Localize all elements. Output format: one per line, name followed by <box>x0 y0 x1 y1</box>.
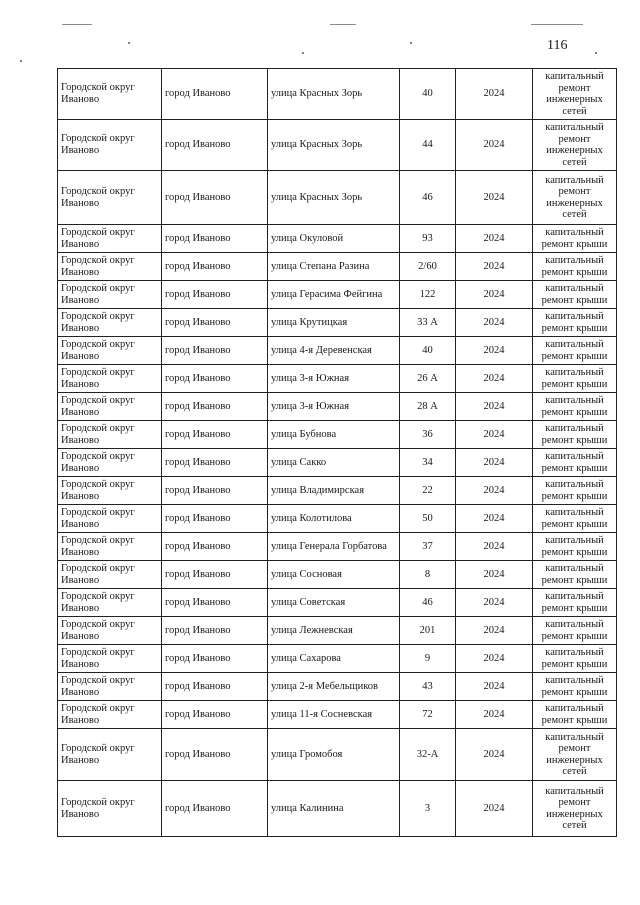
table-row <box>58 309 617 337</box>
city-cell: город Иваново <box>162 589 268 617</box>
house-number-cell: 28 А <box>400 393 456 421</box>
district-cell: Городской округ Иваново <box>58 449 162 477</box>
district-cell: Городской округ Иваново <box>58 701 162 729</box>
street-cell: улица Крутицкая <box>268 309 400 337</box>
district-cell: Городской округ Иваново <box>58 781 162 837</box>
house-number-cell: 26 А <box>400 365 456 393</box>
house-number-cell: 93 <box>400 225 456 253</box>
district-cell: Городской округ Иваново <box>58 337 162 365</box>
table-row <box>58 781 617 837</box>
year-cell: 2024 <box>456 589 533 617</box>
street-cell: улица 4-я Деревенская <box>268 337 400 365</box>
city-cell: город Иваново <box>162 281 268 309</box>
district-cell: Городской округ Иваново <box>58 171 162 225</box>
street-cell: улица Колотилова <box>268 505 400 533</box>
year-cell: 2024 <box>456 729 533 781</box>
work-type-cell: капитальный ремонт крыши <box>533 589 617 617</box>
street-cell: улица 11-я Сосневская <box>268 701 400 729</box>
street-cell: улица Бубнова <box>268 421 400 449</box>
district-cell: Городской округ Иваново <box>58 281 162 309</box>
city-cell: город Иваново <box>162 673 268 701</box>
work-type-cell: капитальный ремонт инженерных сетей <box>533 729 617 781</box>
house-number-cell: 22 <box>400 477 456 505</box>
work-type-cell: капитальный ремонт инженерных сетей <box>533 69 617 120</box>
district-cell: Городской округ Иваново <box>58 225 162 253</box>
work-type-cell: капитальный ремонт крыши <box>533 477 617 505</box>
year-cell: 2024 <box>456 505 533 533</box>
scan-artifact-line <box>330 24 356 25</box>
table-row <box>58 505 617 533</box>
table-row <box>58 477 617 505</box>
district-cell: Городской округ Иваново <box>58 120 162 171</box>
house-number-cell: 72 <box>400 701 456 729</box>
district-cell: Городской округ Иваново <box>58 533 162 561</box>
table-row <box>58 673 617 701</box>
work-type-cell: капитальный ремонт крыши <box>533 449 617 477</box>
year-cell: 2024 <box>456 393 533 421</box>
street-cell: улица Красных Зорь <box>268 69 400 120</box>
year-cell: 2024 <box>456 365 533 393</box>
work-type-cell: капитальный ремонт крыши <box>533 673 617 701</box>
city-cell: город Иваново <box>162 533 268 561</box>
year-cell: 2024 <box>456 421 533 449</box>
district-cell: Городской округ Иваново <box>58 729 162 781</box>
table-row <box>58 645 617 673</box>
street-cell: улица Владимирская <box>268 477 400 505</box>
work-type-cell: капитальный ремонт крыши <box>533 645 617 673</box>
city-cell: город Иваново <box>162 253 268 281</box>
table-row <box>58 617 617 645</box>
house-number-cell: 40 <box>400 337 456 365</box>
table-row <box>58 561 617 589</box>
house-number-cell: 32-А <box>400 729 456 781</box>
district-cell: Городской округ Иваново <box>58 393 162 421</box>
street-cell: улица Сахарова <box>268 645 400 673</box>
street-cell: улица Сакко <box>268 449 400 477</box>
work-type-cell: капитальный ремонт инженерных сетей <box>533 120 617 171</box>
district-cell: Городской округ Иваново <box>58 69 162 120</box>
street-cell: улица Степана Разина <box>268 253 400 281</box>
year-cell: 2024 <box>456 69 533 120</box>
street-cell: улица Громобоя <box>268 729 400 781</box>
year-cell: 2024 <box>456 309 533 337</box>
street-cell: улица Окуловой <box>268 225 400 253</box>
year-cell: 2024 <box>456 253 533 281</box>
street-cell: улица 3-я Южная <box>268 365 400 393</box>
work-type-cell: капитальный ремонт крыши <box>533 309 617 337</box>
year-cell: 2024 <box>456 337 533 365</box>
house-number-cell: 8 <box>400 561 456 589</box>
city-cell: город Иваново <box>162 645 268 673</box>
city-cell: город Иваново <box>162 120 268 171</box>
year-cell: 2024 <box>456 120 533 171</box>
year-cell: 2024 <box>456 781 533 837</box>
district-cell: Городской округ Иваново <box>58 477 162 505</box>
table-row <box>58 729 617 781</box>
city-cell: город Иваново <box>162 337 268 365</box>
house-number-cell: 34 <box>400 449 456 477</box>
scan-artifact-dot <box>595 52 597 54</box>
house-number-cell: 46 <box>400 589 456 617</box>
district-cell: Городской округ Иваново <box>58 253 162 281</box>
house-number-cell: 33 А <box>400 309 456 337</box>
work-type-cell: капитальный ремонт крыши <box>533 225 617 253</box>
city-cell: город Иваново <box>162 505 268 533</box>
district-cell: Городской округ Иваново <box>58 589 162 617</box>
city-cell: город Иваново <box>162 309 268 337</box>
scan-artifact-line <box>62 24 92 25</box>
table-row <box>58 69 617 120</box>
city-cell: город Иваново <box>162 561 268 589</box>
work-type-cell: капитальный ремонт крыши <box>533 393 617 421</box>
house-number-cell: 36 <box>400 421 456 449</box>
street-cell: улица Сосновая <box>268 561 400 589</box>
district-cell: Городской округ Иваново <box>58 365 162 393</box>
year-cell: 2024 <box>456 477 533 505</box>
house-number-cell: 37 <box>400 533 456 561</box>
street-cell: улица 3-я Южная <box>268 393 400 421</box>
work-type-cell: капитальный ремонт крыши <box>533 701 617 729</box>
table-row <box>58 421 617 449</box>
year-cell: 2024 <box>456 281 533 309</box>
street-cell: улица Советская <box>268 589 400 617</box>
district-cell: Городской округ Иваново <box>58 561 162 589</box>
street-cell: улица Генерала Горбатова <box>268 533 400 561</box>
year-cell: 2024 <box>456 561 533 589</box>
district-cell: Городской округ Иваново <box>58 617 162 645</box>
city-cell: город Иваново <box>162 171 268 225</box>
table-row <box>58 533 617 561</box>
street-cell: улица Лежневская <box>268 617 400 645</box>
scan-artifact-dot <box>302 52 304 54</box>
district-cell: Городской округ Иваново <box>58 505 162 533</box>
table-row <box>58 281 617 309</box>
work-type-cell: капитальный ремонт крыши <box>533 421 617 449</box>
house-number-cell: 2/60 <box>400 253 456 281</box>
street-cell: улица Герасима Фейгина <box>268 281 400 309</box>
city-cell: город Иваново <box>162 477 268 505</box>
work-type-cell: капитальный ремонт крыши <box>533 281 617 309</box>
city-cell: город Иваново <box>162 701 268 729</box>
work-type-cell: капитальный ремонт крыши <box>533 337 617 365</box>
year-cell: 2024 <box>456 617 533 645</box>
city-cell: город Иваново <box>162 781 268 837</box>
house-number-cell: 9 <box>400 645 456 673</box>
street-cell: улица Калинина <box>268 781 400 837</box>
house-number-cell: 44 <box>400 120 456 171</box>
house-number-cell: 122 <box>400 281 456 309</box>
city-cell: город Иваново <box>162 225 268 253</box>
year-cell: 2024 <box>456 225 533 253</box>
city-cell: город Иваново <box>162 729 268 781</box>
table-row <box>58 120 617 171</box>
house-number-cell: 40 <box>400 69 456 120</box>
work-type-cell: капитальный ремонт крыши <box>533 533 617 561</box>
house-number-cell: 46 <box>400 171 456 225</box>
city-cell: город Иваново <box>162 393 268 421</box>
work-type-cell: капитальный ремонт крыши <box>533 253 617 281</box>
work-type-cell: капитальный ремонт инженерных сетей <box>533 781 617 837</box>
year-cell: 2024 <box>456 645 533 673</box>
district-cell: Городской округ Иваново <box>58 421 162 449</box>
year-cell: 2024 <box>456 533 533 561</box>
city-cell: город Иваново <box>162 421 268 449</box>
house-number-cell: 3 <box>400 781 456 837</box>
table-row <box>58 225 617 253</box>
table-row <box>58 589 617 617</box>
year-cell: 2024 <box>456 449 533 477</box>
house-number-cell: 50 <box>400 505 456 533</box>
district-cell: Городской округ Иваново <box>58 645 162 673</box>
city-cell: город Иваново <box>162 617 268 645</box>
district-cell: Городской округ Иваново <box>58 309 162 337</box>
year-cell: 2024 <box>456 171 533 225</box>
street-cell: улица 2-я Мебельщиков <box>268 673 400 701</box>
work-type-cell: капитальный ремонт крыши <box>533 365 617 393</box>
house-number-cell: 201 <box>400 617 456 645</box>
city-cell: город Иваново <box>162 365 268 393</box>
table-body <box>58 69 617 837</box>
year-cell: 2024 <box>456 673 533 701</box>
scan-artifact-dot <box>410 42 412 44</box>
street-cell: улица Красных Зорь <box>268 171 400 225</box>
scan-artifact-dot <box>128 42 130 44</box>
table-row <box>58 393 617 421</box>
house-number-cell: 43 <box>400 673 456 701</box>
housing-repair-table <box>57 68 617 837</box>
table-row <box>58 171 617 225</box>
scan-artifact-line <box>531 24 583 25</box>
table-row <box>58 337 617 365</box>
street-cell: улица Красных Зорь <box>268 120 400 171</box>
page-number: 116 <box>547 38 568 53</box>
table-row <box>58 701 617 729</box>
table-row <box>58 449 617 477</box>
table-row <box>58 253 617 281</box>
work-type-cell: капитальный ремонт крыши <box>533 505 617 533</box>
city-cell: город Иваново <box>162 69 268 120</box>
work-type-cell: капитальный ремонт крыши <box>533 617 617 645</box>
scan-artifact-dot <box>20 60 22 62</box>
work-type-cell: капитальный ремонт инженерных сетей <box>533 171 617 225</box>
city-cell: город Иваново <box>162 449 268 477</box>
work-type-cell: капитальный ремонт крыши <box>533 561 617 589</box>
table-row <box>58 365 617 393</box>
year-cell: 2024 <box>456 701 533 729</box>
district-cell: Городской округ Иваново <box>58 673 162 701</box>
